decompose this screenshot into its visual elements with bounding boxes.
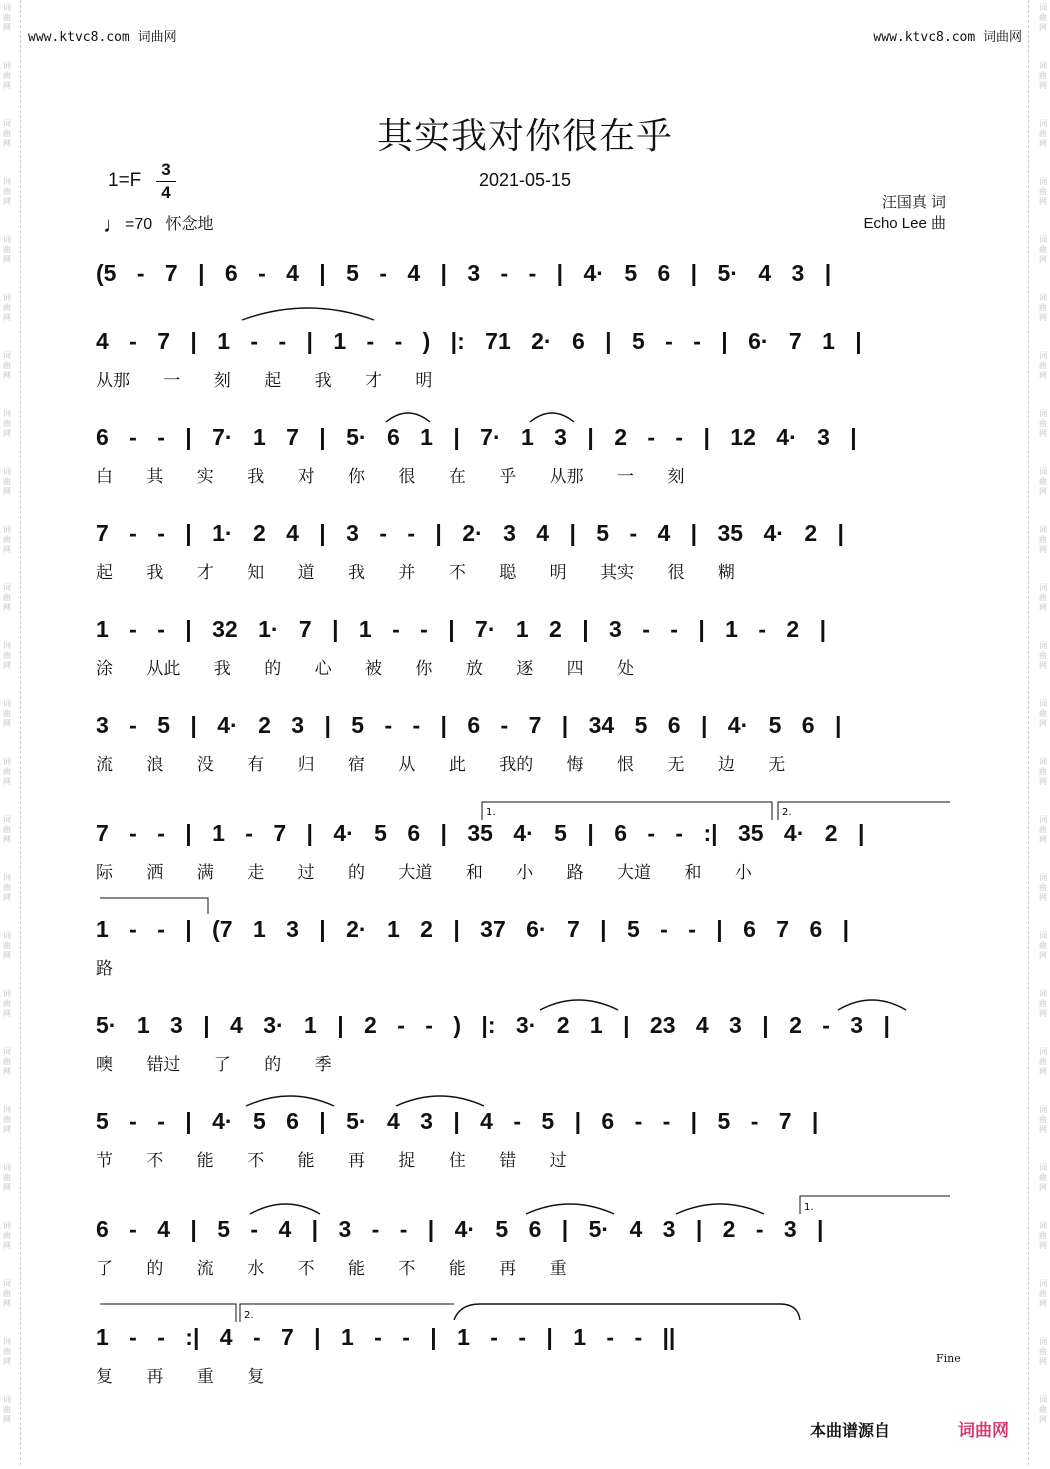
watermark-glyph: 词 (3, 873, 11, 882)
watermark-glyph: 词 (1039, 873, 1047, 882)
watermark-glyph: 网 (3, 719, 11, 728)
volta-1-bracket (482, 802, 772, 820)
watermark-glyph: 词 (1039, 757, 1047, 766)
notation-line: 4 - 7 | 1 - - | 1 - - ) |: 71 2· 6 | 5 - - | 6· 7 1 | (96, 328, 862, 354)
watermark-glyph: 曲 (1039, 71, 1047, 80)
watermark-glyph: 词 (1039, 467, 1047, 476)
watermark-glyph: 网 (1039, 1183, 1047, 1192)
watermark-glyph: 网 (3, 81, 11, 90)
volta-1-bracket-b (800, 1196, 950, 1214)
watermark-glyph: 曲 (3, 71, 11, 80)
watermark-glyph: 网 (1039, 1125, 1047, 1134)
watermark-glyph: 词 (3, 1221, 11, 1230)
watermark-glyph: 词 (3, 351, 11, 360)
svg-text:2.: 2. (782, 807, 792, 818)
watermark-glyph: 曲 (1039, 1057, 1047, 1066)
watermark-glyph: 词 (1039, 293, 1047, 302)
svg-text:1.: 1. (486, 807, 496, 818)
watermark-glyph: 网 (3, 1125, 11, 1134)
watermark-glyph: 词 (1039, 699, 1047, 708)
tie-arc (530, 413, 574, 422)
song-date: 2021-05-15 (478, 170, 572, 190)
watermark-glyph: 网 (3, 545, 11, 554)
watermark-glyph: 网 (1039, 951, 1047, 960)
site-url-right[interactable]: www.ktvc8.com 词曲网 (873, 30, 1022, 45)
watermark-glyph: 网 (3, 139, 11, 148)
watermark-glyph: 网 (1039, 1067, 1047, 1076)
watermark-glyph: 曲 (3, 593, 11, 602)
watermark-glyph: 网 (3, 951, 11, 960)
watermark-glyph: 曲 (3, 361, 11, 370)
watermark-glyph: 曲 (1039, 941, 1047, 950)
watermark-glyph: 网 (3, 1067, 11, 1076)
watermark-glyph: 词 (1039, 1221, 1047, 1230)
watermark-glyph: 词 (1039, 989, 1047, 998)
watermark-glyph: 词 (3, 1279, 11, 1288)
watermark-glyph: 曲 (3, 1231, 11, 1240)
watermark-glyph: 网 (3, 835, 11, 844)
watermark-glyph: 曲 (1039, 361, 1047, 370)
tie-arc (242, 308, 374, 320)
watermark-glyph: 网 (3, 1357, 11, 1366)
watermark-glyph: 网 (1039, 1299, 1047, 1308)
watermark-glyph: 曲 (3, 883, 11, 892)
tie-arc (676, 1204, 764, 1214)
watermark-glyph: 词 (1039, 3, 1047, 12)
tie-arc (250, 1204, 320, 1214)
watermark-glyph: 网 (3, 255, 11, 264)
watermark-glyph: 词 (3, 1105, 11, 1114)
watermark-glyph: 曲 (3, 709, 11, 718)
watermark-glyph: 网 (3, 603, 11, 612)
watermark-glyph: 词 (3, 467, 11, 476)
watermark-glyph: 曲 (3, 187, 11, 196)
watermark-glyph: 曲 (1039, 477, 1047, 486)
watermark-glyph: 曲 (3, 1115, 11, 1124)
watermark-glyph: 曲 (3, 1347, 11, 1356)
tie-arc (454, 1304, 800, 1320)
watermark-glyph: 曲 (1039, 883, 1047, 892)
watermark-glyph: 词 (3, 1395, 11, 1404)
watermark-glyph: 词 (3, 815, 11, 824)
svg-text:2.: 2. (244, 1310, 254, 1321)
watermark-glyph: 曲 (1039, 13, 1047, 22)
lyrics-line: 流 浪 没 有 归 宿 从 此 我的 悔 恨 无 边 无 (96, 755, 786, 775)
watermark-glyph: 网 (3, 893, 11, 902)
watermark-glyph: 网 (3, 777, 11, 786)
notation-line: 1 - - | (7 1 3 | 2· 1 2 | 37 6· 7 | 5 - - | 6 7 6 | (96, 916, 850, 942)
watermark-glyph: 曲 (1039, 1231, 1047, 1240)
watermark-glyph: 曲 (1039, 535, 1047, 544)
watermark-glyph: 词 (3, 119, 11, 128)
notation-line: 7 - - | 1 - 7 | 4· 5 6 | 35 4· 5 | 6 - - :| 35 4· 2 | (96, 820, 865, 846)
watermark-glyph: 词 (3, 3, 11, 12)
watermark-glyph: 词 (1039, 1337, 1047, 1346)
watermark-glyph: 词 (3, 61, 11, 70)
watermark-glyph: 网 (3, 1299, 11, 1308)
watermark-glyph: 词 (1039, 583, 1047, 592)
watermark-glyph: 网 (3, 1009, 11, 1018)
watermark-glyph: 曲 (1039, 1405, 1047, 1414)
watermark-glyph: 词 (1039, 177, 1047, 186)
lyrics-line: 噢 错过 了 的 季 (96, 1055, 332, 1075)
watermark-glyph: 曲 (1039, 593, 1047, 602)
watermark-glyph: 网 (3, 661, 11, 670)
lyrics-line: 起 我 才 知 道 我 并 不 聪 明 其实 很 糊 (96, 563, 735, 583)
watermark-glyph: 词 (3, 757, 11, 766)
watermark-glyph: 词 (1039, 235, 1047, 244)
watermark-glyph: 曲 (3, 825, 11, 834)
watermark-glyph: 词 (1039, 1105, 1047, 1114)
watermark-glyph: 曲 (3, 129, 11, 138)
watermark-glyph: 网 (1039, 545, 1047, 554)
watermark-glyph: 曲 (3, 1289, 11, 1298)
notation-line: 5· 1 3 | 4 3· 1 | 2 - - ) |: 3· 2 1 | 23 4 3 | 2 - 3 | (96, 1012, 890, 1038)
watermark-glyph: 词 (1039, 1279, 1047, 1288)
lyrics-line: 复 再 重 复 (96, 1367, 265, 1387)
watermark-glyph: 网 (1039, 23, 1047, 32)
lyricist: 汪国真 词 (881, 194, 946, 211)
tempo-value: =70 (125, 216, 153, 233)
watermark-glyph: 网 (1039, 661, 1047, 670)
watermark-glyph: 曲 (1039, 999, 1047, 1008)
mood-marking: 怀念地 (165, 216, 214, 233)
watermark-glyph: 网 (1039, 371, 1047, 380)
watermark-glyph: 网 (3, 197, 11, 206)
watermark-glyph: 词 (1039, 931, 1047, 940)
watermark-glyph: 曲 (3, 303, 11, 312)
tie-arc (838, 1000, 906, 1010)
volta-1-continued-b (100, 1304, 236, 1322)
watermark-glyph: 网 (1039, 603, 1047, 612)
notation-line: 5 - - | 4· 5 6 | 5· 4 3 | 4 - 5 | 6 - - | 5 - 7 | (96, 1108, 819, 1134)
lyrics-line: 节 不 能 不 能 再 捉 住 错 过 (96, 1151, 567, 1171)
watermark-glyph: 词 (1039, 119, 1047, 128)
watermark-glyph: 网 (3, 371, 11, 380)
source-site-link[interactable]: 词曲网 (958, 1421, 1009, 1441)
volta-2-bracket (778, 802, 950, 820)
notation-line: 1 - - | 32 1· 7 | 1 - - | 7· 1 2 | 3 - - | 1 - 2 | (96, 616, 827, 642)
watermark-glyph: 词 (3, 293, 11, 302)
watermark-glyph: 曲 (1039, 651, 1047, 660)
watermark-glyph: 网 (1039, 255, 1047, 264)
tie-arc (540, 1000, 618, 1010)
notation-line: 6 - 4 | 5 - 4 | 3 - - | 4· 5 6 | 5· 4 3 | 2 - 3 | (96, 1216, 824, 1242)
watermark-glyph: 网 (3, 487, 11, 496)
key-signature: 1=F (108, 170, 142, 191)
volta-2-continued (100, 898, 208, 914)
watermark-glyph: 网 (3, 1415, 11, 1424)
watermark-glyph: 曲 (1039, 1289, 1047, 1298)
watermark-glyph: 曲 (1039, 245, 1047, 254)
watermark-glyph: 词 (1039, 409, 1047, 418)
lyrics-line: 从那 一 刻 起 我 才 明 (96, 371, 433, 391)
notation-line: 1 - - :| 4 - 7 | 1 - - | 1 - - | 1 - - || (96, 1324, 676, 1350)
lyrics-line: 白 其 实 我 对 你 很 在 乎 从那 一 刻 (96, 467, 685, 487)
volta-2-bracket-b (240, 1304, 454, 1322)
watermark-glyph: 词 (3, 1047, 11, 1056)
lyrics-line: 路 (96, 959, 113, 979)
lyrics-line: 涂 从此 我 的 心 被 你 放 逐 四 处 (96, 659, 635, 679)
quarter-note-icon: ♩ (103, 212, 125, 237)
watermark-glyph: 词 (1039, 351, 1047, 360)
watermark-glyph: 词 (3, 931, 11, 940)
tie-arc (396, 1096, 484, 1106)
watermark-glyph: 网 (1039, 1357, 1047, 1366)
watermark-glyph: 词 (1039, 1047, 1047, 1056)
watermark-glyph: 网 (1039, 487, 1047, 496)
song-title: 其实我对你很在乎 (376, 116, 673, 157)
watermark-glyph: 网 (1039, 893, 1047, 902)
watermark-glyph: 网 (1039, 719, 1047, 728)
watermark-glyph: 网 (3, 429, 11, 438)
watermark-glyph: 曲 (1039, 187, 1047, 196)
tie-arc (246, 1096, 334, 1106)
watermark-glyph: 词 (3, 699, 11, 708)
watermark-glyph: 曲 (3, 13, 11, 22)
watermark-glyph: 曲 (1039, 129, 1047, 138)
watermark-glyph: 网 (1039, 777, 1047, 786)
watermark-glyph: 网 (1039, 81, 1047, 90)
watermark-glyph: 曲 (3, 651, 11, 660)
watermark-glyph: 网 (1039, 313, 1047, 322)
watermark-glyph: 曲 (3, 999, 11, 1008)
watermark-glyph: 词 (1039, 815, 1047, 824)
watermark-glyph: 词 (1039, 525, 1047, 534)
watermark-glyph: 曲 (3, 1057, 11, 1066)
watermark-glyph: 词 (3, 525, 11, 534)
watermark-glyph: 曲 (1039, 709, 1047, 718)
watermark-glyph: 网 (1039, 1009, 1047, 1018)
watermark-glyph: 词 (3, 235, 11, 244)
site-url-left[interactable]: www.ktvc8.com 词曲网 (28, 30, 177, 45)
watermark-glyph: 网 (1039, 429, 1047, 438)
lyrics-line: 际 洒 满 走 过 的 大道 和 小 路 大道 和 小 (96, 863, 752, 883)
watermark-glyph: 词 (3, 641, 11, 650)
watermark-glyph: 网 (3, 23, 11, 32)
watermark-glyph: 曲 (1039, 1347, 1047, 1356)
watermark-glyph: 曲 (1039, 767, 1047, 776)
watermark-glyph: 曲 (1039, 303, 1047, 312)
watermark-glyph: 曲 (3, 535, 11, 544)
watermark-glyph: 网 (1039, 835, 1047, 844)
watermark-glyph: 词 (1039, 61, 1047, 70)
source-label: 本曲谱源自 (810, 1421, 891, 1440)
watermark-glyph: 词 (1039, 1163, 1047, 1172)
watermark-glyph: 词 (1039, 641, 1047, 650)
watermark-glyph: 曲 (1039, 1115, 1047, 1124)
tie-arc (526, 1204, 614, 1214)
watermark-glyph: 曲 (3, 419, 11, 428)
composer: Echo Lee 曲 (863, 215, 946, 232)
svg-text:1.: 1. (804, 1202, 814, 1213)
watermark-glyph: 曲 (3, 477, 11, 486)
fine-marking: Fine (936, 1352, 961, 1365)
notation-line: 7 - - | 1· 2 4 | 3 - - | 2· 3 4 | 5 - 4 | 35 4· 2 | (96, 520, 844, 546)
watermark-glyph: 网 (1039, 1415, 1047, 1424)
watermark-glyph: 词 (1039, 1395, 1047, 1404)
watermark-glyph: 词 (3, 409, 11, 418)
tie-arc (386, 413, 430, 422)
watermark-glyph: 网 (1039, 1241, 1047, 1250)
time-denominator: 4 (161, 183, 171, 202)
watermark-glyph: 网 (1039, 197, 1047, 206)
watermark-glyph: 网 (3, 1241, 11, 1250)
watermark-glyph: 曲 (1039, 1173, 1047, 1182)
notation-line: (5 - 7 | 6 - 4 | 5 - 4 | 3 - - | 4· 5 6 | 5· 4 3 | (96, 260, 832, 286)
watermark-glyph: 曲 (1039, 419, 1047, 428)
watermark-glyph: 词 (3, 1163, 11, 1172)
time-numerator: 3 (161, 160, 171, 179)
watermark-glyph: 网 (3, 1183, 11, 1192)
watermark-glyph: 网 (1039, 139, 1047, 148)
watermark-glyph: 曲 (3, 941, 11, 950)
watermark-glyph: 曲 (3, 245, 11, 254)
watermark-glyph: 词 (3, 583, 11, 592)
notation-line: 3 - 5 | 4· 2 3 | 5 - - | 6 - 7 | 34 5 6 | 4· 5 6 | (96, 712, 842, 738)
watermark-glyph: 曲 (3, 767, 11, 776)
watermark-glyph: 曲 (3, 1405, 11, 1414)
notation-line: 6 - - | 7· 1 7 | 5· 6 1 | 7· 1 3 | 2 - - | 12 4· 3 | (96, 424, 857, 450)
watermark-glyph: 词 (3, 1337, 11, 1346)
watermark-glyph: 曲 (3, 1173, 11, 1182)
watermark-glyph: 网 (3, 313, 11, 322)
watermark-glyph: 词 (3, 989, 11, 998)
lyrics-line: 了 的 流 水 不 能 不 能 再 重 (96, 1259, 567, 1279)
watermark-glyph: 曲 (1039, 825, 1047, 834)
watermark-glyph: 词 (3, 177, 11, 186)
